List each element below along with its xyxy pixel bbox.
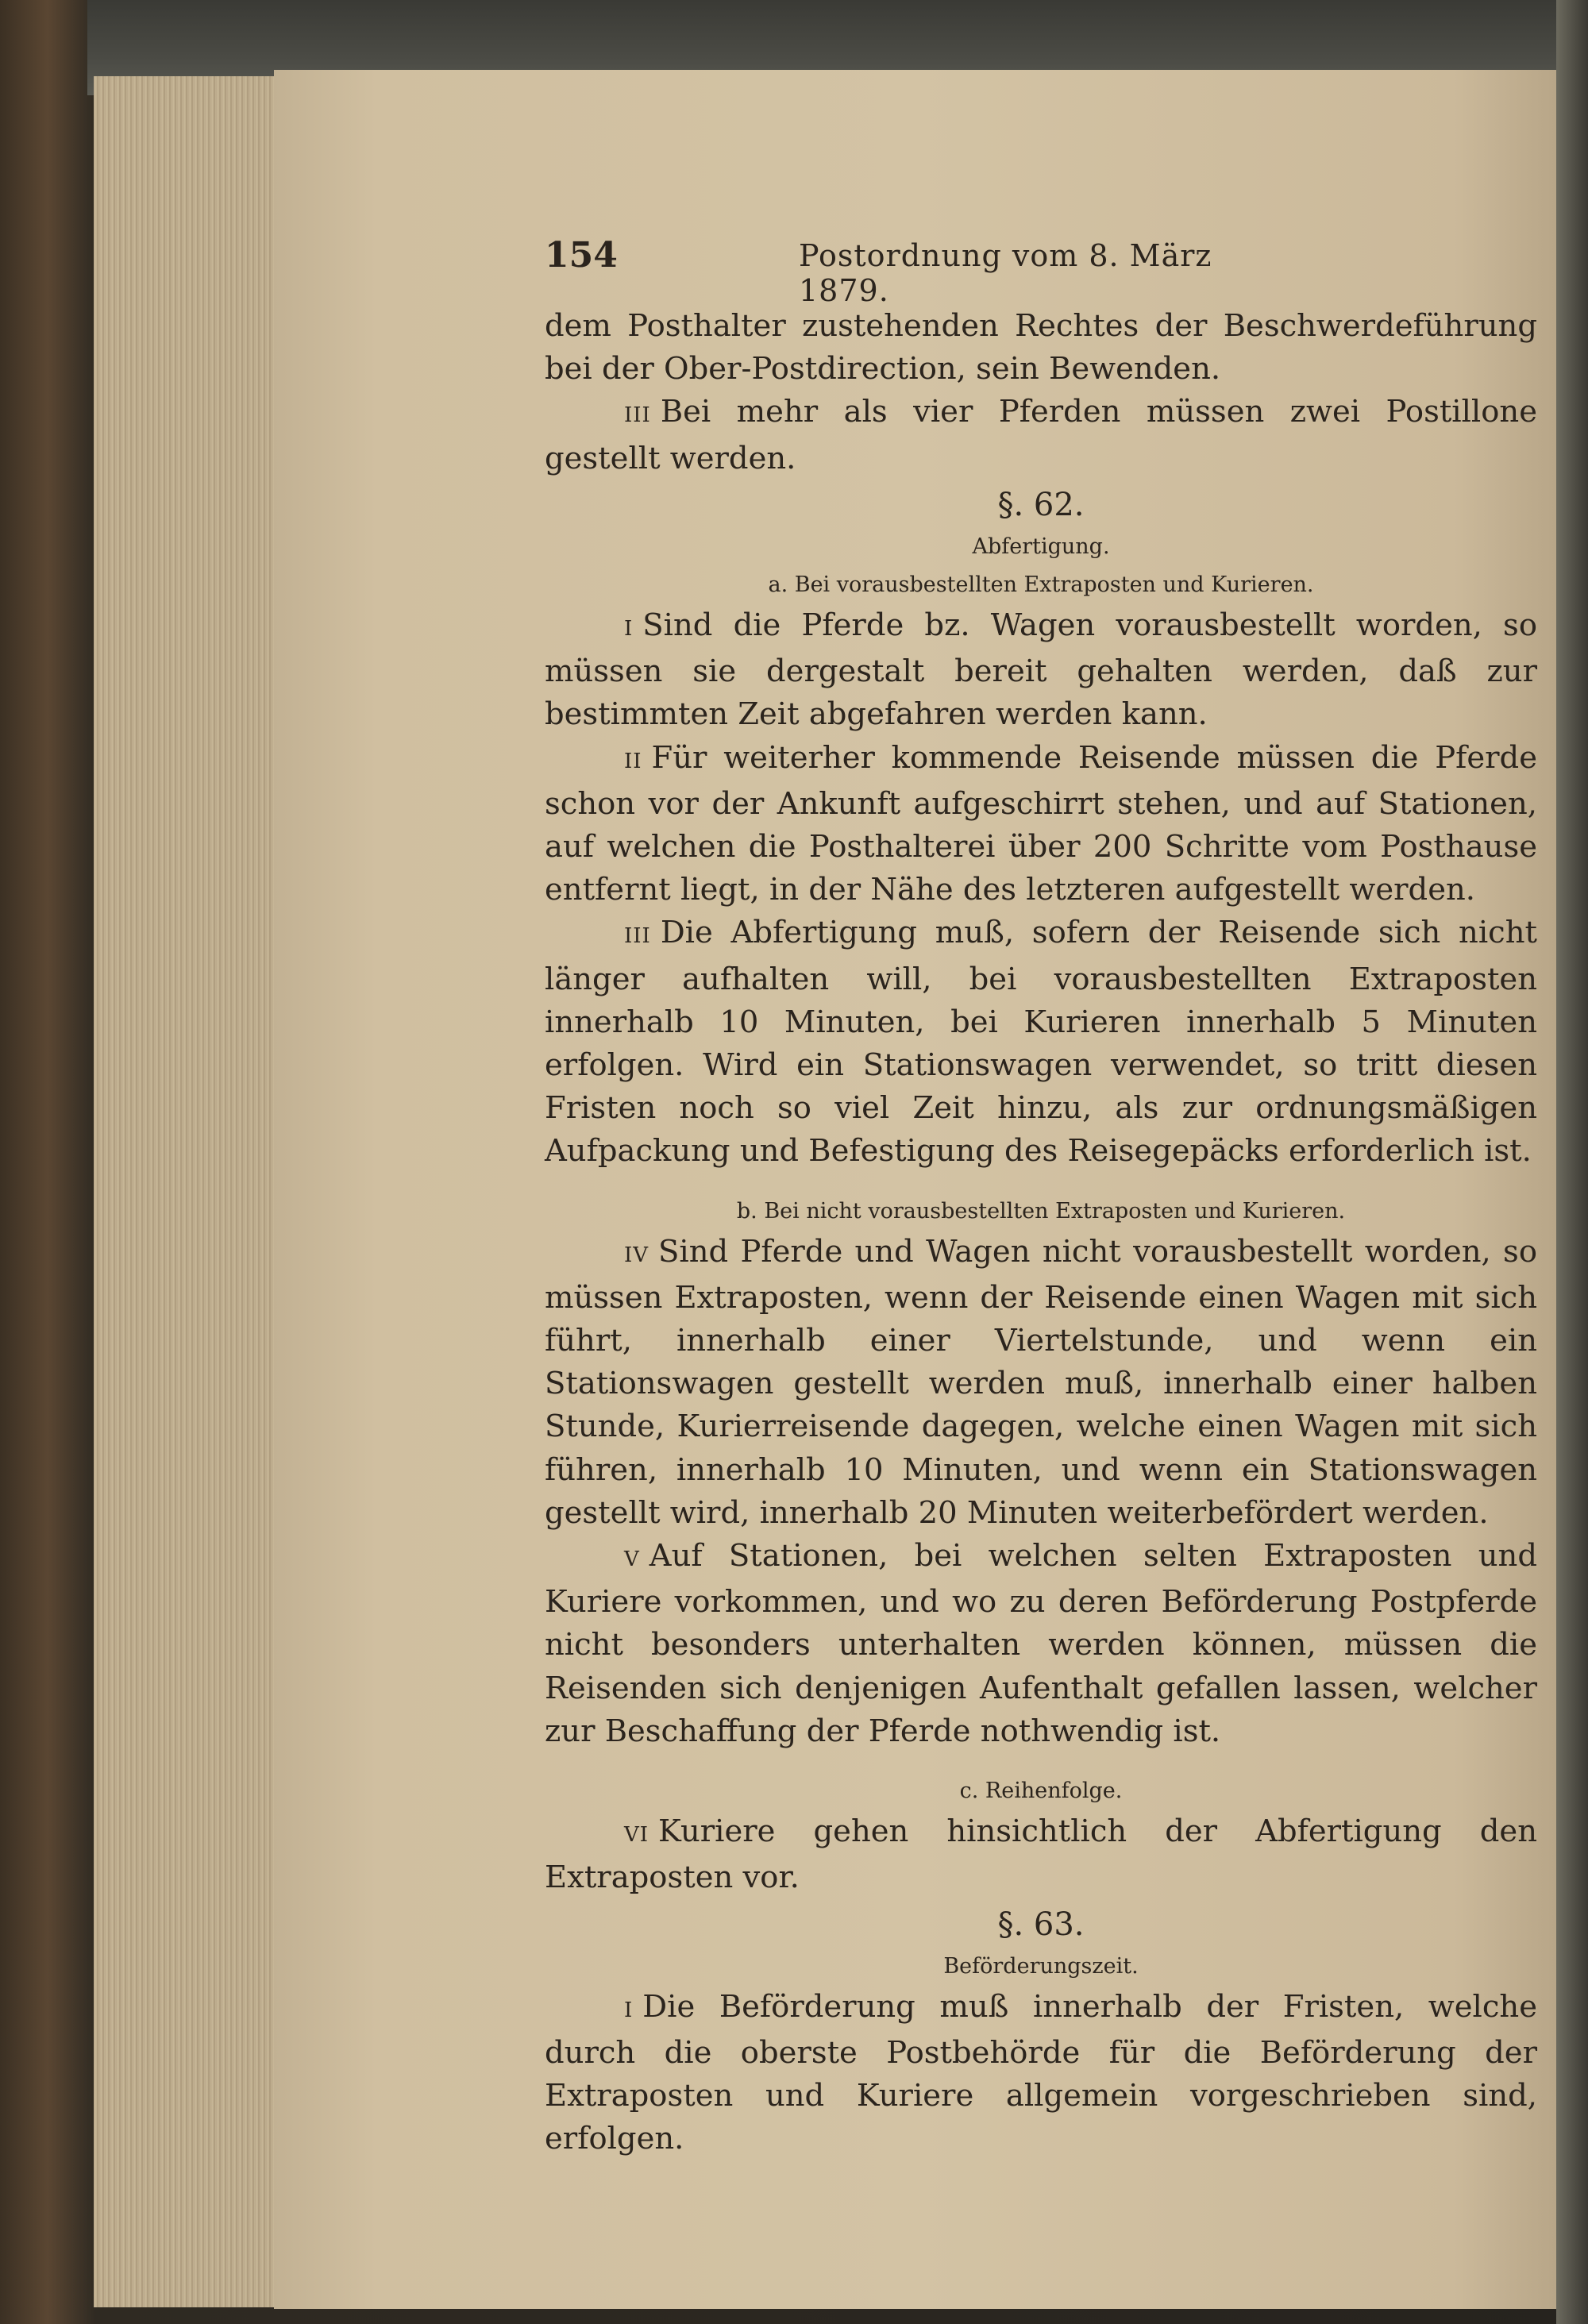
paragraph-text: Die Beförderung muß innerhalb der Fristen, welche durch die oberste Postbehörde für die Beförderung der Extraposten und Kuriere allgemein vorgeschrieben sind, erfolgen. <box>545 1988 1537 2157</box>
section-62-title: Abfertigung. <box>972 534 1110 560</box>
paragraph-text: Auf Stationen, bei welchen selten Extraposten und Kuriere vorkommen, und wo zu deren Beförderung Postpferde nicht besonders unterhalten werden können, müssen die Reisenden sich denjenigen Aufenthalt gefallen lassen, welcher zur Beschaffung der Pferde nothwendig ist. <box>545 1538 1537 1749</box>
subsection-b-title: b. Bei nicht vorausbestellten Extraposten und Kurieren. <box>736 1198 1346 1224</box>
subsection-a-title: a. Bei vorausbestellten Extraposten und Kurieren. <box>768 572 1314 598</box>
paragraph-number: VI <box>624 1823 649 1848</box>
paragraph-text: Für weiterher kommende Reisende müssen die Pferde schon vor der Ankunft aufgeschirrt stehen, und auf Stationen, auf welchen die Posthalterei über 200 Schritte vom Posthause entfernt liegt, in der Nähe des letzteren aufgestellt werden. <box>545 739 1537 908</box>
book-cover-right <box>1556 0 1588 2324</box>
paragraph-continuation: dem Posthalter zustehenden Rechtes der Beschwerdeführung bei der Ober-Postdirection, sein Bewenden. <box>545 308 1537 387</box>
paragraph-iii-a <box>545 391 1537 480</box>
page-number: 154 <box>545 235 618 276</box>
page-header <box>545 235 1307 308</box>
paragraph-text: Kuriere gehen hinsichtlich der Abfertigung den Extraposten vor. <box>545 1813 1537 1896</box>
subsection-c-title: c. Reihenfolge. <box>959 1779 1123 1804</box>
paragraph-number: I <box>624 617 634 642</box>
section-63-title: Beförderungszeit. <box>943 1953 1139 1979</box>
paragraph-iii <box>545 911 1537 1173</box>
paragraph-text: Sind die Pferde bz. Wagen vorausbestellt worden, so müssen sie dergestalt bereit gehalten werden, daß zur bestimmten Zeit abgefahren werden kann. <box>545 607 1537 733</box>
paragraph-number: II <box>624 749 642 773</box>
page-edges <box>94 76 276 2307</box>
paragraph-text: Bei mehr als vier Pferden müssen zwei Postillone gestellt werden. <box>545 394 1537 476</box>
section-63-heading: §. 63. <box>997 1906 1085 1943</box>
paragraph-number: III <box>624 924 651 949</box>
section-62-heading: §. 62. <box>997 486 1085 523</box>
paragraph-ii <box>545 737 1537 912</box>
paragraph-iv <box>545 1231 1537 1535</box>
page-body <box>545 305 1537 2161</box>
paragraph-text: Sind Pferde und Wagen nicht vorausbestellt worden, so müssen Extraposten, wenn der Reisende einen Wagen mit sich führt, innerhalb einer Viertelstunde, und wenn ein Stationswagen gestellt werden muß, innerhalb einer halben Stunde, Kurierreisende dagegen, welche einen Wagen mit sich führen, innerhalb 10 Minuten, und wenn ein Stationswagen gestellt wird, innerhalb 20 Minuten weiterbefördert werden. <box>545 1233 1537 1531</box>
paragraph-text: Die Abfertigung muß, sofern der Reisende sich nicht länger aufhalten will, bei vorausbestellten Extraposten innerhalb 10 Minuten, bei Kurieren innerhalb 5 Minuten erfolgen. Wird ein Stationswagen verwendet, so tritt diesen Fristen noch so viel Zeit hinzu, als zur ordnungsmäßigen Aufpackung und Befestigung des Reisegepäcks erforderlich ist. <box>545 915 1537 1170</box>
paragraph-number: V <box>624 1547 640 1572</box>
paragraph-number: III <box>624 403 651 428</box>
paragraph-v <box>545 1535 1537 1753</box>
running-head: Postordnung vom 8. März 1879. <box>799 238 1212 308</box>
paragraph-i-2 <box>545 1986 1537 2161</box>
paragraph-vi <box>545 1810 1537 1899</box>
paragraph-i <box>545 604 1537 737</box>
paragraph-number: I <box>624 1998 634 2022</box>
paragraph-number: IV <box>624 1243 649 1267</box>
